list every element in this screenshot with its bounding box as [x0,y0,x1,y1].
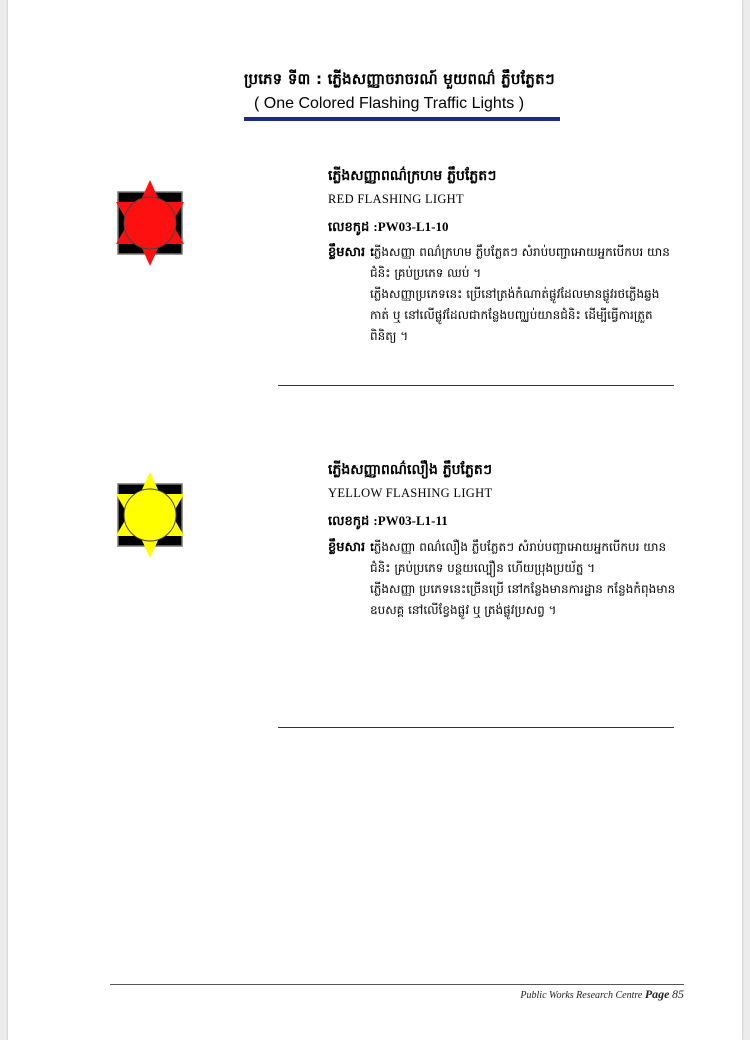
section-divider [278,727,674,728]
content-label: ខ្លឹមសារ : [328,245,375,260]
content-label: ខ្លឹមសារ : [328,540,375,555]
sign-title-english: YELLOW FLASHING LIGHT [328,486,493,500]
code-label: លេខកូដ [328,220,370,235]
code-label: លេខកូដ [328,514,370,529]
sign-title-khmer: ភ្លើងសញ្ញាពណ៌លឿង ភ្លឹបភ្លែតៗ [328,462,492,478]
footer-divider [110,984,684,985]
footer-org: Public Works Research Centre [520,990,643,1001]
sign-code-row [328,219,449,238]
sign-title-khmer: ភ្លើងសញ្ញាពណ៌ក្រហម ភ្លឹបភ្លែតៗ [328,168,497,184]
footer-page-label: Page [644,987,670,1001]
yellow-flashing-light-icon [110,470,190,560]
sign-code-row [328,513,448,532]
red-flashing-light-icon [110,178,190,268]
content-paragraph: ភ្លើងសញ្ញា ពណ៌ក្រហម ភ្លឹបភ្លែតៗ សំរាប់បញ្ជាអោយអ្នកបើកបរ យានជំនិះ គ្រប់ប្រភេទ ឈប់ ។ [370,245,670,280]
content-description [370,242,678,347]
title-underline [244,117,560,121]
sign-title-english: RED FLASHING LIGHT [328,192,464,206]
content-paragraph: ភ្លើងសញ្ញា ពណ៌លឿង ភ្លឹបភ្លែតៗ សំរាប់បញ្ជាអោយអ្នកបើកបរ យានជំនិះ គ្រប់ប្រភេទ បន្ថយល្បឿន ហើយប្រុងប្រយ័ត្ន ។ [370,540,667,575]
content-paragraph: ភ្លើងសញ្ញាប្រភេទនេះ ប្រើនៅត្រង់កំណាត់ផ្លូវដែលមានផ្លូវរថភ្លើងឆ្លងកាត់ ឬ នៅលើផ្លូវដែលជាកន្លែងបញ្ឈប់យានជំនិះ ដើម្បីធ្វើការត្រួតពិនិត្យ ។ [370,287,660,343]
code-value: :PW03-L1-10 [373,219,449,234]
content-description [370,537,678,621]
footer-page-number: 85 [672,987,684,1001]
page-title-english: ( One Colored Flashing Traffic Lights ) [254,95,525,112]
code-value: :PW03-L1-11 [373,513,448,528]
page-footer [520,987,684,1002]
section-divider [278,385,674,386]
content-paragraph: ភ្លើងសញ្ញា ប្រភេទនេះច្រើនប្រើ នៅកន្លែងមានការដ្ឋាន កន្លែងកំពុងមានឧបសគ្គ នៅលើខ្វែងផ្លូវ ឬ ត្រង់ផ្លូវប្រសព្វ ។ [370,582,676,617]
page-title-khmer: ប្រភេទ ទី៣ : ភ្លើងសញ្ញាចរាចរណ៍ មួយពណ៌ ភ្លឹបភ្លែតៗ [244,70,555,88]
document-page [8,0,742,1040]
